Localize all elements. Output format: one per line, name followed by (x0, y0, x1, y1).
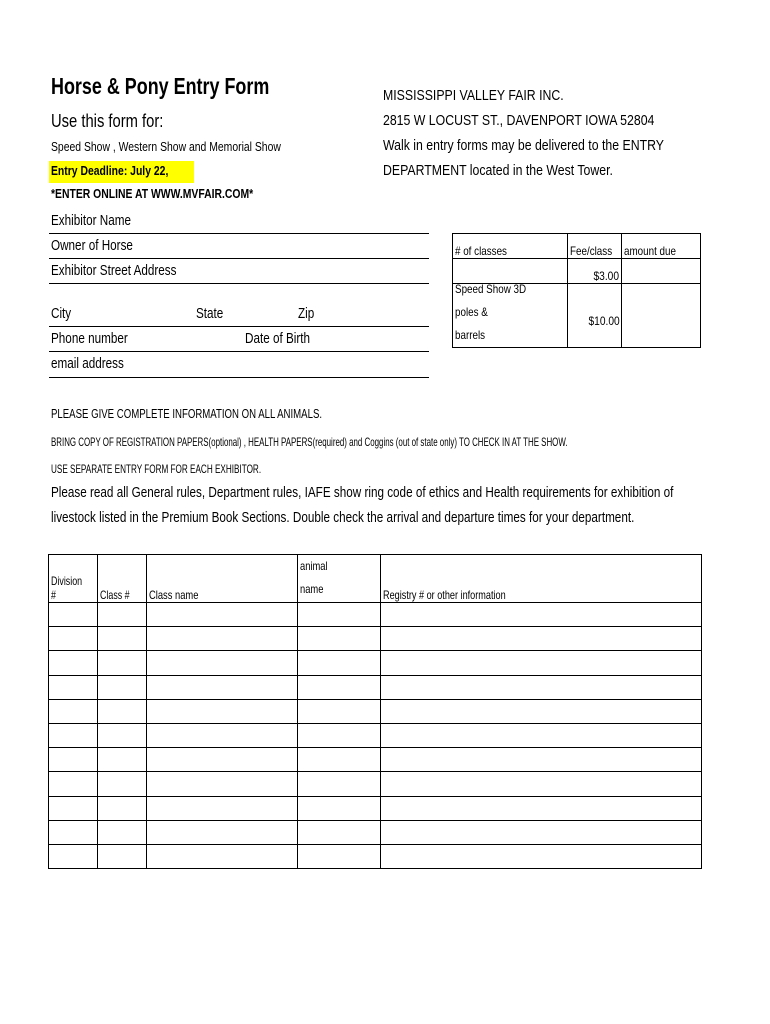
entry-header-division: Division # (49, 555, 98, 603)
entry-animal-name-cell[interactable] (298, 651, 381, 675)
state-label: State (196, 305, 224, 322)
owner-line[interactable] (49, 258, 429, 259)
entry-row (49, 796, 702, 820)
fee-row2-amount[interactable] (622, 284, 701, 348)
dob-label: Date of Birth (245, 330, 311, 347)
entry-registry-cell[interactable] (381, 603, 702, 627)
entry-class-cell[interactable] (98, 603, 147, 627)
fee-header-classes: # of classes (453, 234, 568, 259)
entry-row (49, 820, 702, 844)
fee-row1-amount[interactable] (622, 259, 701, 284)
entry-animal-name-cell[interactable] (298, 603, 381, 627)
entry-class-cell[interactable] (98, 723, 147, 747)
entry-registry-cell[interactable] (381, 723, 702, 747)
entry-row (49, 772, 702, 796)
entry-registry-cell[interactable] (381, 699, 702, 723)
zip-label: Zip (298, 305, 315, 322)
email-label: email address (51, 355, 124, 372)
entry-animal-name-cell[interactable] (298, 748, 381, 772)
entry-class-cell[interactable] (98, 820, 147, 844)
entry-class-cell[interactable] (98, 844, 147, 868)
street-address-line[interactable] (49, 283, 429, 284)
entry-class-name-cell[interactable] (147, 820, 298, 844)
fee-row1-fee: $3.00 (568, 259, 622, 284)
online-entry-note: *ENTER ONLINE AT WWW.MVFAIR.COM* (51, 186, 254, 201)
note-complete-info: PLEASE GIVE COMPLETE INFORMATION ON ALL ANIMALS. (51, 406, 323, 421)
entry-class-cell[interactable] (98, 699, 147, 723)
entry-division-cell[interactable] (49, 675, 98, 699)
entry-registry-cell[interactable] (381, 675, 702, 699)
entry-header-animal-name: animal name (298, 555, 381, 603)
entry-header-registry: Registry # or other information (381, 555, 702, 603)
use-for-label: Use this form for: (51, 111, 164, 131)
fee-header-fee: Fee/class (568, 234, 622, 259)
note-rules-line2: livestock listed in the Premium Book Sections. Double check the arrival and departure times for your department. (51, 509, 635, 526)
entry-division-cell[interactable] (49, 699, 98, 723)
entry-row (49, 844, 702, 868)
entry-registry-cell[interactable] (381, 820, 702, 844)
entry-row (49, 699, 702, 723)
entry-row (49, 723, 702, 747)
entry-division-cell[interactable] (49, 796, 98, 820)
entry-animal-name-cell[interactable] (298, 627, 381, 651)
entry-registry-cell[interactable] (381, 651, 702, 675)
note-bring-papers: BRING COPY OF REGISTRATION PAPERS(optional) , HEALTH PAPERS(required) and Coggins (out of state only) TO CHECK IN AT THE SHOW. (51, 435, 568, 449)
entry-registry-cell[interactable] (381, 844, 702, 868)
entry-class-name-cell[interactable] (147, 772, 298, 796)
entry-class-name-cell[interactable] (147, 796, 298, 820)
note-rules-line1: Please read all General rules, Department rules, IAFE show ring code of ethics and Health requirements for exhibition of (51, 484, 674, 501)
phone-label: Phone number (51, 330, 128, 347)
entry-animal-name-cell[interactable] (298, 723, 381, 747)
entry-division-cell[interactable] (49, 772, 98, 796)
walk-in-note-line2: DEPARTMENT located in the West Tower. (383, 162, 613, 179)
entry-class-name-cell[interactable] (147, 651, 298, 675)
entry-header-class-name: Class name (147, 555, 298, 603)
entry-row (49, 748, 702, 772)
entry-row (49, 651, 702, 675)
city-label: City (51, 305, 72, 322)
exhibitor-name-line[interactable] (49, 233, 429, 234)
entry-division-cell[interactable] (49, 820, 98, 844)
entry-class-name-cell[interactable] (147, 627, 298, 651)
entry-table (48, 554, 702, 869)
org-name: MISSISSIPPI VALLEY FAIR INC. (383, 87, 564, 104)
entry-registry-cell[interactable] (381, 627, 702, 651)
fee-row2-fee: $10.00 (568, 284, 622, 348)
org-address: 2815 W LOCUST ST., DAVENPORT IOWA 52804 (383, 112, 655, 129)
entry-division-cell[interactable] (49, 651, 98, 675)
entry-registry-cell[interactable] (381, 796, 702, 820)
entry-animal-name-cell[interactable] (298, 796, 381, 820)
entry-deadline: Entry Deadline: July 22, (51, 163, 169, 178)
entry-registry-cell[interactable] (381, 772, 702, 796)
entry-class-name-cell[interactable] (147, 603, 298, 627)
entry-class-cell[interactable] (98, 651, 147, 675)
entry-class-name-cell[interactable] (147, 844, 298, 868)
entry-animal-name-cell[interactable] (298, 844, 381, 868)
entry-class-name-cell[interactable] (147, 723, 298, 747)
fee-row2-item: Speed Show 3D poles & barrels (453, 284, 568, 348)
entry-class-cell[interactable] (98, 796, 147, 820)
note-separate-form: USE SEPARATE ENTRY FORM FOR EACH EXHIBITOR. (51, 462, 262, 476)
entry-row (49, 627, 702, 651)
entry-animal-name-cell[interactable] (298, 675, 381, 699)
email-line[interactable] (49, 377, 429, 378)
city-state-zip-line[interactable] (49, 326, 429, 327)
entry-animal-name-cell[interactable] (298, 772, 381, 796)
entry-header-class: Class # (98, 555, 147, 603)
shows-list: Speed Show , Western Show and Memorial Show (51, 139, 281, 154)
entry-class-cell[interactable] (98, 772, 147, 796)
entry-class-name-cell[interactable] (147, 699, 298, 723)
entry-registry-cell[interactable] (381, 748, 702, 772)
entry-class-name-cell[interactable] (147, 675, 298, 699)
entry-division-cell[interactable] (49, 844, 98, 868)
entry-class-cell[interactable] (98, 748, 147, 772)
entry-division-cell[interactable] (49, 627, 98, 651)
entry-division-cell[interactable] (49, 723, 98, 747)
form-title: Horse & Pony Entry Form (51, 73, 270, 99)
exhibitor-name-label: Exhibitor Name (51, 212, 131, 229)
entry-row (49, 675, 702, 699)
fee-table (452, 233, 701, 348)
entry-animal-name-cell[interactable] (298, 820, 381, 844)
entry-class-cell[interactable] (98, 675, 147, 699)
entry-division-cell[interactable] (49, 748, 98, 772)
phone-dob-line[interactable] (49, 351, 429, 352)
fee-header-amount: amount due (622, 234, 701, 259)
entry-class-cell[interactable] (98, 627, 147, 651)
walk-in-note-line1: Walk in entry forms may be delivered to the ENTRY (383, 137, 664, 154)
entry-class-name-cell[interactable] (147, 748, 298, 772)
entry-row (49, 603, 702, 627)
street-address-label: Exhibitor Street Address (51, 262, 177, 279)
owner-label: Owner of Horse (51, 237, 133, 254)
entry-animal-name-cell[interactable] (298, 699, 381, 723)
entry-division-cell[interactable] (49, 603, 98, 627)
